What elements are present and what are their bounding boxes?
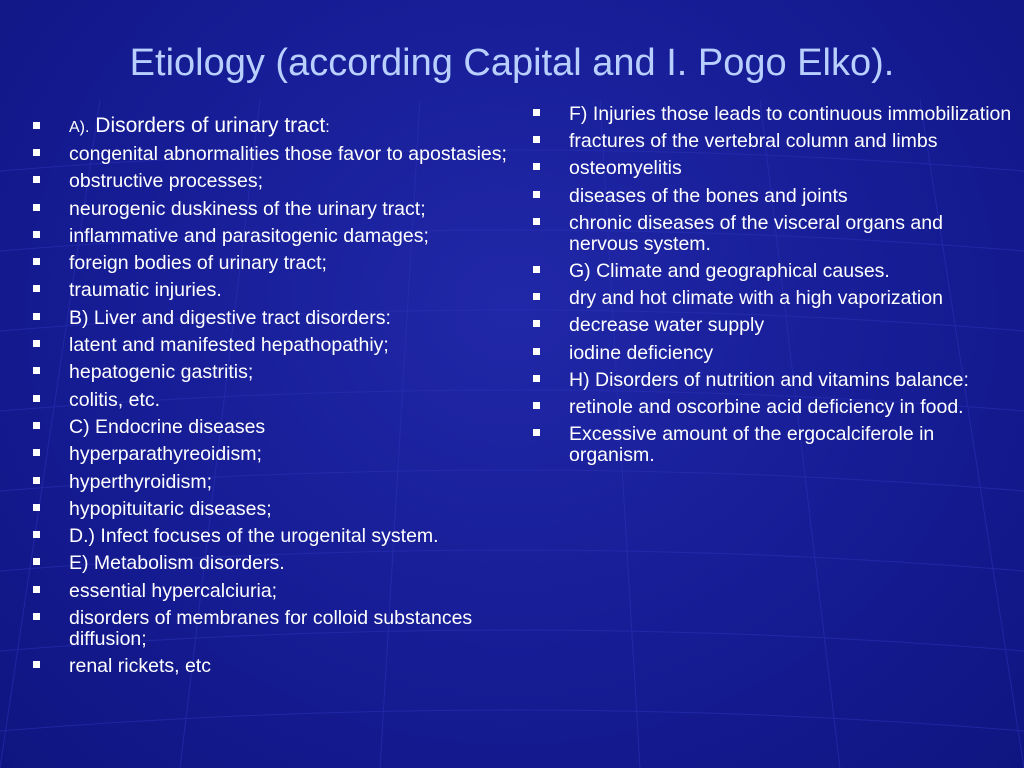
list-item-text: F) Injuries those leads to continuous immobilization [569, 103, 1012, 125]
list-item-text: colitis, etc. [69, 388, 161, 411]
list-item-text: neurogenic duskiness of the urinary tract; [69, 197, 426, 220]
list-item [30, 526, 510, 547]
list-item-text: foreign bodies of urinary tract; [69, 252, 327, 275]
square-bullet-icon [533, 163, 540, 170]
square-bullet-icon [33, 586, 40, 593]
square-bullet-icon [33, 122, 40, 129]
list-item [30, 199, 510, 220]
list-item [530, 370, 1015, 391]
list-item [530, 288, 1015, 309]
list-item-text: hyperparathyreoidism; [69, 443, 262, 466]
list-item-text: D.) Infect focuses of the urogenital system. [69, 525, 439, 548]
list-item [530, 104, 1015, 125]
list-item [30, 362, 510, 383]
list-item [30, 335, 510, 356]
slide-title: Etiology (according Capital and I. Pogo Elko). [129, 42, 895, 84]
square-bullet-icon [33, 313, 40, 320]
list-item [30, 171, 510, 192]
square-bullet-icon [33, 449, 40, 456]
square-bullet-icon [33, 285, 40, 292]
list-item [30, 144, 510, 165]
list-item-suffix: : [325, 119, 330, 136]
list-item-text: C) Endocrine diseases [69, 415, 266, 438]
list-item-text: E) Metabolism disorders. [69, 552, 285, 575]
list-item [30, 390, 510, 411]
square-bullet-icon [33, 422, 40, 429]
list-item-text: latent and manifested hepathopathiy; [69, 334, 389, 357]
list-item-text: retinole and oscorbine acid deficiency in food. [569, 395, 964, 418]
square-bullet-icon [533, 402, 540, 409]
list-item [530, 343, 1015, 364]
list-item [30, 472, 510, 493]
list-item-text: osteomyelitis [569, 157, 682, 180]
right-bullet-list [530, 104, 1015, 472]
square-bullet-icon [33, 258, 40, 265]
list-item [530, 424, 1015, 466]
square-bullet-icon [533, 109, 540, 116]
list-item-text: iodine deficiency [569, 341, 714, 364]
list-item-text: G) Climate and geographical causes. [569, 259, 890, 282]
square-bullet-icon [533, 136, 540, 143]
list-item [30, 417, 510, 438]
list-item-heading: Disorders of urinary tract [89, 114, 326, 137]
list-item-prefix: A). [69, 119, 90, 136]
square-bullet-icon [33, 231, 40, 238]
list-item [530, 131, 1015, 152]
list-item-text: chronic diseases of the visceral organs and nervous system. [569, 211, 943, 255]
list-item [30, 581, 510, 602]
square-bullet-icon [533, 191, 540, 198]
list-item-text: disorders of membranes for colloid substances diffusion; [69, 607, 473, 651]
list-item-text: congenital abnormalities those favor to apostasies; [69, 143, 507, 165]
square-bullet-icon [533, 293, 540, 300]
list-item [530, 315, 1015, 336]
list-item-text: H) Disorders of nutrition and vitamins balance: [569, 368, 969, 391]
square-bullet-icon [533, 348, 540, 355]
square-bullet-icon [533, 375, 540, 382]
left-bullet-list [30, 113, 510, 684]
list-item [530, 213, 1015, 255]
list-item-text: hypopituitaric diseases; [69, 497, 272, 520]
list-item [30, 553, 510, 574]
square-bullet-icon [33, 661, 40, 668]
square-bullet-icon [33, 395, 40, 402]
list-item [530, 158, 1015, 179]
list-item-text: traumatic injuries. [69, 279, 222, 302]
square-bullet-icon [533, 218, 540, 225]
list-item [30, 113, 510, 141]
square-bullet-icon [533, 266, 540, 273]
list-item-text: essential hypercalciuria; [69, 579, 278, 602]
list-item [530, 397, 1015, 418]
list-item-text: B) Liver and digestive tract disorders: [69, 306, 391, 329]
list-item [30, 280, 510, 301]
list-item [30, 253, 510, 274]
list-item-text: hyperthyroidism; [69, 470, 213, 493]
square-bullet-icon [33, 176, 40, 183]
list-item-text: renal rickets, etc [69, 655, 211, 678]
list-item [30, 499, 510, 520]
list-item-text: decrease water supply [569, 314, 765, 337]
list-item-text: inflammative and parasitogenic damages; [69, 224, 429, 247]
list-item [30, 444, 510, 465]
list-item [30, 226, 510, 247]
list-item-text: diseases of the bones and joints [569, 184, 848, 207]
list-item-text: fractures of the vertebral column and limbs [569, 130, 938, 153]
square-bullet-icon [33, 477, 40, 484]
square-bullet-icon [33, 558, 40, 565]
square-bullet-icon [33, 340, 40, 347]
square-bullet-icon [33, 613, 40, 620]
list-item-text: obstructive processes; [69, 170, 264, 193]
square-bullet-icon [33, 531, 40, 538]
square-bullet-icon [33, 504, 40, 511]
list-item [30, 656, 510, 677]
list-item-text: dry and hot climate with a high vaporization [569, 287, 943, 310]
list-item [530, 261, 1015, 282]
list-item-text: hepatogenic gastritis; [69, 361, 254, 384]
list-item-text: Excessive amount of the ergocalciferole in organism. [569, 423, 935, 467]
square-bullet-icon [533, 320, 540, 327]
list-item [530, 186, 1015, 207]
square-bullet-icon [533, 429, 540, 436]
square-bullet-icon [33, 149, 40, 156]
list-item [30, 608, 510, 650]
square-bullet-icon [33, 367, 40, 374]
list-item [30, 308, 510, 329]
square-bullet-icon [33, 204, 40, 211]
